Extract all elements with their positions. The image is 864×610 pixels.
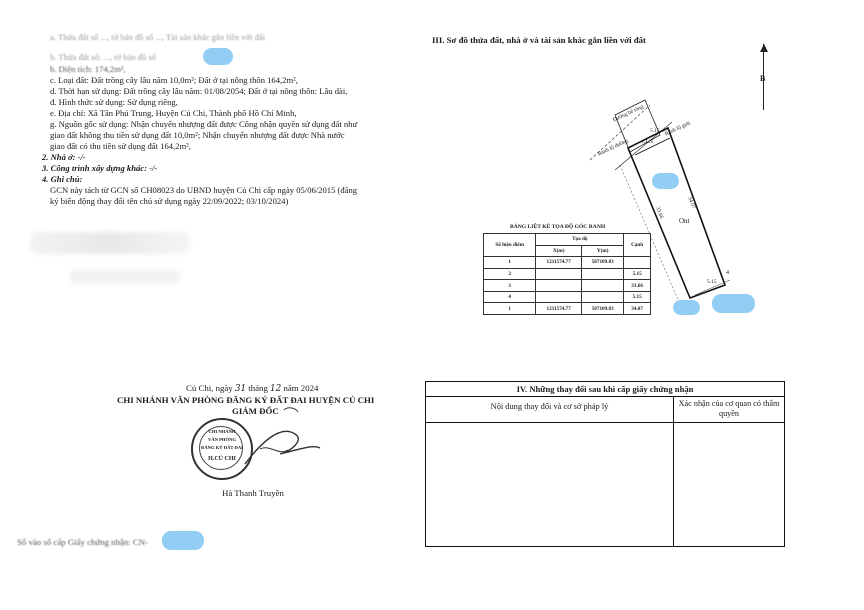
table-row <box>484 268 651 280</box>
side-length-label-2: 33.66 <box>654 206 665 220</box>
top-length-label: 5.15 <box>650 128 660 134</box>
redaction-diagram-bottom-right <box>712 294 755 313</box>
coord-header-y: Y(m) <box>582 245 624 257</box>
detail-line: e. Địa chỉ: Xã Tân Phú Trung, Huyện Củ Chi, Thành phố Hồ Chí Minh, <box>50 108 297 118</box>
coord-table-title: BẢNG LIỆT KÊ TỌA ĐỘ GÓC RANH <box>510 224 606 230</box>
redaction-parcel-number <box>203 48 233 65</box>
changes-table <box>425 381 785 547</box>
date-day: 31 <box>234 384 247 394</box>
coord-y <box>582 291 624 303</box>
coord-edge: 33.66 <box>624 280 651 292</box>
changes-col-content: Nội dung thay đổi và cơ sở pháp lý <box>490 402 609 411</box>
changes-table-title: IV. Những thay đổi sau khi cấp giấy chứng nhận <box>426 382 784 397</box>
ont-label: Ont <box>679 217 690 225</box>
coord-x <box>536 280 582 292</box>
seal-text: ĐĂNG KÝ ĐẤT ĐAI <box>201 445 243 450</box>
table-row <box>484 303 651 315</box>
redaction-diagram-bottom-left <box>673 300 700 315</box>
handwritten-signature <box>240 404 330 474</box>
date-prefix: Củ Chi, ngày <box>186 383 233 393</box>
signer-name: Hà Thanh Truyền <box>222 488 284 498</box>
redaction-diagram-top <box>652 173 679 189</box>
coord-x: 1211574.77 <box>536 303 582 315</box>
coord-point: 4 <box>484 291 536 303</box>
coord-point: 3 <box>484 280 536 292</box>
seal-text: VĂN PHÒNG <box>208 437 236 442</box>
table-row <box>484 257 651 269</box>
coord-edge: 5.15 <box>624 291 651 303</box>
changes-col-confirm: Xác nhận của cơ quan có thẩm quyền <box>678 399 780 418</box>
cln-label: CLN <box>642 139 653 145</box>
coord-edge: 5.15 <box>624 268 651 280</box>
bleed-through-marks <box>30 232 190 254</box>
item-other-construction: 3. Công trình xây dựng khác: -/- <box>42 163 158 173</box>
side-length-label: 34.07 <box>686 196 697 210</box>
date-month-label: tháng <box>248 383 268 393</box>
office-name: CHI NHÁNH VĂN PHÒNG ĐĂNG KÝ ĐẤT ĐAI HUYỆN CỦ CHI <box>117 395 375 405</box>
bottom-length-label: 5.15 <box>707 279 717 285</box>
header-line-b: b. Thửa đất số: ..., tờ bản đồ số <box>50 52 157 62</box>
detail-line: đ. Hình thức sử dụng: Sử dụng riêng, <box>50 97 178 107</box>
note-line: ký biến động thay đổi tên chủ sử dụng ngày 22/09/2022; 03/10/2024) <box>50 196 289 206</box>
table-row <box>484 291 651 303</box>
detail-line: c. Loại đất: Đất trồng cây lâu năm 10,0m²; Đất ở tại nông thôn 164,2m², <box>50 75 298 85</box>
coord-header-row <box>484 234 651 246</box>
date-year: năm 2024 <box>283 383 319 393</box>
corner-label: 4 <box>726 270 729 276</box>
seal-text: H.CỦ CHI <box>208 456 236 462</box>
coord-point: 1 <box>484 257 536 269</box>
detail-line: b. Diện tích: 174,2m², <box>50 64 126 74</box>
detail-line: giao đất có thu tiền sử dụng đất 164,2m², <box>50 141 191 151</box>
north-label: B <box>760 74 766 83</box>
edge-label-1: Ranh lộ giới <box>664 120 692 138</box>
coord-y: 587109.83 <box>582 303 624 315</box>
edge-label-2: Ranh lộ đường <box>597 138 630 158</box>
coord-x: 1211574.77 <box>536 257 582 269</box>
coord-point: 2 <box>484 268 536 280</box>
coord-y <box>582 268 624 280</box>
registration-number: Số vào sổ cấp Giấy chứng nhận: CN- <box>17 537 149 547</box>
north-arrow-head <box>760 44 768 52</box>
note-line: GCN này tách từ GCN số CH08023 do UBND huyện Củ Chi cấp ngày 05/06/2015 (đăng <box>50 185 358 195</box>
date-month: 12 <box>270 384 282 394</box>
coord-edge: 34.07 <box>624 303 651 315</box>
changes-table-header-line <box>426 422 784 423</box>
coord-header-edge: Cạnh <box>624 234 651 257</box>
coord-y <box>582 280 624 292</box>
section-three-title: III. Sơ đồ thửa đất, nhà ở và tài sản khác gắn liền với đất <box>432 35 646 45</box>
coord-point: 1 <box>484 303 536 315</box>
header-line: a. Thửa đất số ..., tờ bản đồ số ..., Tài sản khác gắn liền với đất <box>50 32 266 42</box>
coord-header-x: X(m) <box>536 245 582 257</box>
detail-line: giao đất không thu tiền sử dụng đất 10,0m²; Nhận chuyển nhượng đất được Nhà nước <box>50 130 345 140</box>
signer-role: GIÁM ĐỐC <box>232 406 279 416</box>
table-row <box>484 280 651 292</box>
coordinate-table <box>483 233 651 315</box>
item-house: 2. Nhà ở: -/- <box>42 152 86 162</box>
coord-edge <box>624 257 651 269</box>
coord-header-coord: Tọa độ <box>536 234 624 246</box>
seal-text: CHI NHÁNH <box>208 429 236 434</box>
coord-header-point: Số hiệu điểm <box>484 234 536 257</box>
coord-x <box>536 291 582 303</box>
detail-line: d. Thời hạn sử dụng: Đất trồng cây lâu năm: 01/08/2054; Đất ở tại nông thôn: Lâu dài, <box>50 86 348 96</box>
detail-line: g. Nguồn gốc sử dụng: Nhận chuyển nhượng đất được Công nhận quyền sử dụng đất như <box>50 119 358 129</box>
item-notes: 4. Ghi chú: <box>42 174 83 184</box>
redaction-registration <box>162 531 204 550</box>
coord-y: 587109.83 <box>582 257 624 269</box>
coord-x <box>536 268 582 280</box>
issue-date <box>186 383 318 394</box>
road-label: Đường bê tông <box>612 104 645 124</box>
bleed-through-marks <box>70 270 180 284</box>
